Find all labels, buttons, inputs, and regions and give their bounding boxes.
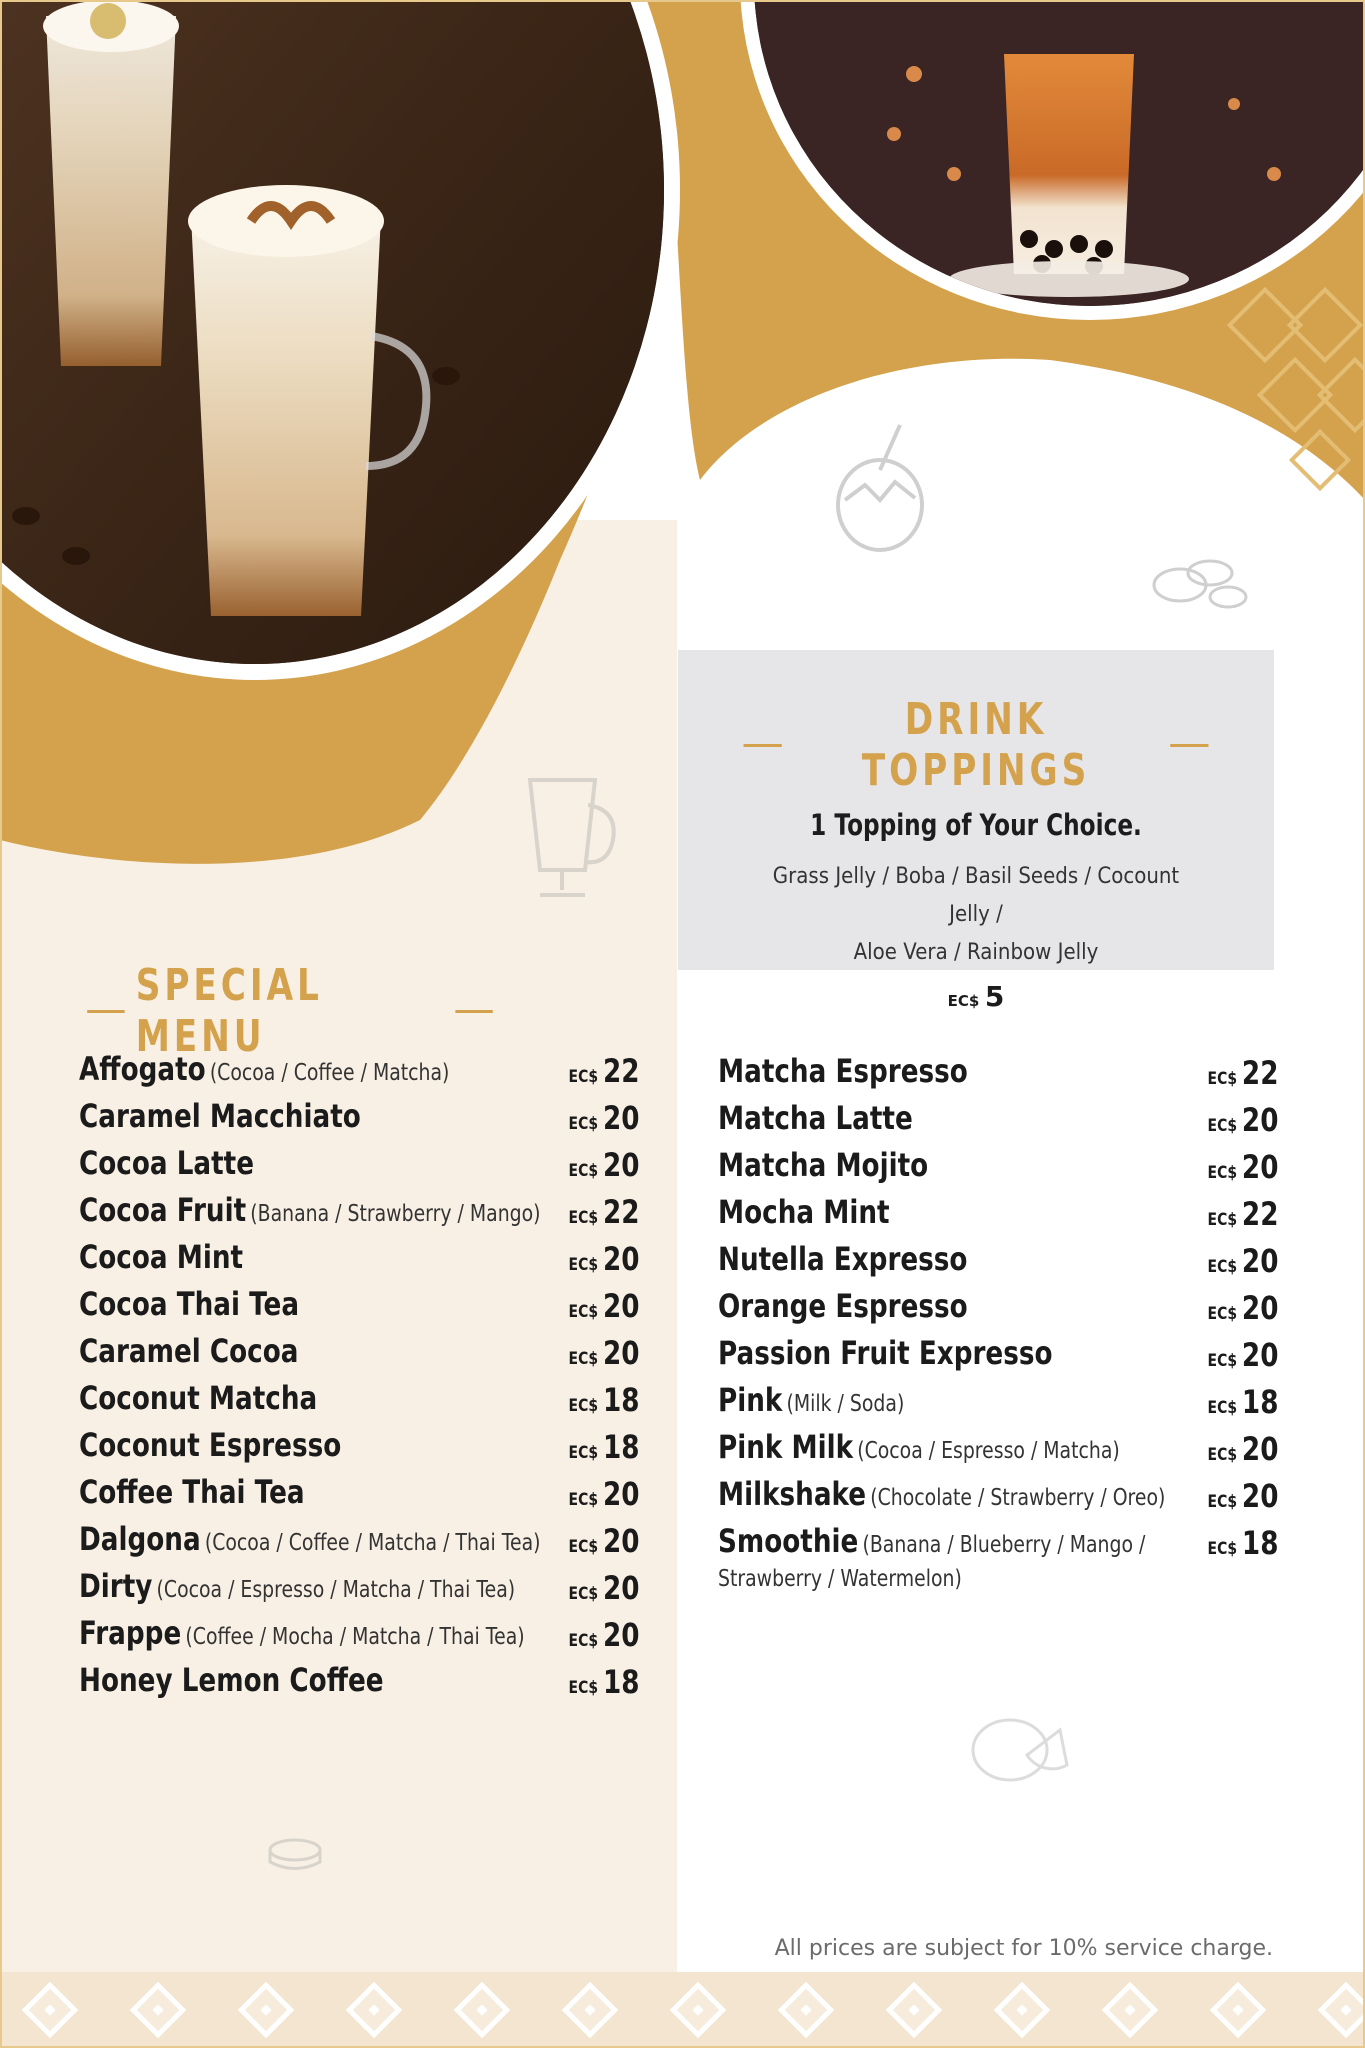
menu-item-name: Cocoa Latte — [79, 1144, 255, 1182]
special-menu-heading — [87, 960, 493, 1062]
price-amount: 20 — [602, 1240, 639, 1278]
menu-item — [718, 1428, 1278, 1475]
coconut-drink-icon — [830, 420, 940, 560]
menu-list-left — [79, 1050, 639, 1708]
price-currency: EC$ — [947, 992, 980, 1010]
menu-item-price — [568, 1522, 639, 1560]
price-currency: EC$ — [1207, 1116, 1237, 1136]
price-currency: EC$ — [1207, 1210, 1237, 1230]
menu-item-line — [718, 1428, 1120, 1466]
menu-item-line — [718, 1240, 967, 1278]
menu-item-name: Milkshake — [718, 1475, 867, 1513]
price-amount: 20 — [602, 1287, 639, 1325]
menu-item-line — [79, 1426, 341, 1464]
price-currency: EC$ — [568, 1349, 598, 1369]
menu-item-options: (Cocoa / Espresso / Matcha / Thai Tea) — [156, 1577, 516, 1603]
toppings-title: DRINK TOPPINGS — [861, 694, 1091, 796]
menu-item-name: Matcha Espresso — [718, 1052, 968, 1090]
toppings-heading — [744, 694, 1209, 796]
menu-item-name: Matcha Mojito — [718, 1146, 929, 1184]
menu-item — [79, 1426, 639, 1473]
menu-item-price — [1207, 1430, 1278, 1468]
menu-item-price — [1207, 1336, 1278, 1374]
menu-item-name: Coffee Thai Tea — [79, 1473, 305, 1511]
menu-item-name: Orange Espresso — [718, 1287, 968, 1325]
menu-item-price — [1207, 1195, 1278, 1233]
menu-item-price — [1207, 1477, 1278, 1515]
menu-item-price — [568, 1475, 639, 1513]
menu-item — [79, 1567, 639, 1614]
menu-item-price — [568, 1240, 639, 1278]
menu-item-price — [1207, 1383, 1278, 1421]
menu-item-name: Pink — [718, 1381, 783, 1419]
price-currency: EC$ — [568, 1067, 598, 1087]
menu-item-options: (Chocolate / Strawberry / Oreo) — [870, 1485, 1166, 1511]
menu-item-price — [568, 1193, 639, 1231]
price-amount: 18 — [602, 1428, 639, 1466]
menu-item — [718, 1475, 1278, 1522]
price-amount: 22 — [1241, 1195, 1278, 1233]
price-amount: 18 — [602, 1663, 639, 1701]
menu-item-name: Cocoa Mint — [79, 1238, 244, 1276]
candy-icon — [265, 1830, 325, 1880]
menu-item — [718, 1334, 1278, 1381]
menu-item-line — [79, 1661, 384, 1699]
price-currency: EC$ — [1207, 1539, 1237, 1559]
menu-item — [79, 1191, 639, 1238]
menu-item-price — [568, 1287, 639, 1325]
price-amount: 20 — [1241, 1242, 1278, 1280]
price-amount: 20 — [1241, 1430, 1278, 1468]
menu-item-line — [718, 1052, 968, 1090]
price-currency: EC$ — [568, 1537, 598, 1557]
price-amount: 18 — [1241, 1524, 1278, 1562]
menu-item — [718, 1052, 1278, 1099]
service-charge-note: All prices are subject for 10% service charge. — [774, 1936, 1273, 1961]
menu-item — [718, 1240, 1278, 1287]
menu-item — [718, 1193, 1278, 1240]
price-currency: EC$ — [568, 1255, 598, 1275]
price-amount: 20 — [602, 1099, 639, 1137]
price-amount: 18 — [1241, 1383, 1278, 1421]
menu-item-price — [1207, 1054, 1278, 1092]
menu-item — [79, 1285, 639, 1332]
title-rule-right — [455, 1010, 493, 1013]
toppings-list-line: Grass Jelly / Boba / Basil Seeds / Cocount Jelly / — [772, 864, 1180, 927]
menu-item — [79, 1097, 639, 1144]
toppings-list — [765, 858, 1188, 972]
menu-item-name: Coconut Matcha — [79, 1379, 318, 1417]
price-currency: EC$ — [1207, 1304, 1237, 1324]
menu-item-line — [79, 1238, 243, 1276]
price-currency: EC$ — [568, 1208, 598, 1228]
price-currency: EC$ — [1207, 1351, 1237, 1371]
menu-item — [79, 1332, 639, 1379]
pebbles-icon — [1150, 555, 1250, 615]
price-currency: EC$ — [1207, 1492, 1237, 1512]
menu-item — [79, 1661, 639, 1708]
toppings-price — [678, 980, 1274, 1013]
price-currency: EC$ — [568, 1584, 598, 1604]
menu-item-name: Frappe — [79, 1614, 182, 1652]
menu-item-price — [568, 1428, 639, 1466]
price-amount: 22 — [1241, 1054, 1278, 1092]
price-currency: EC$ — [568, 1302, 598, 1322]
special-menu-title: SPECIAL MENU — [135, 960, 323, 1062]
menu-item-line — [718, 1287, 968, 1325]
menu-item-line — [79, 1285, 299, 1323]
menu-item-name: Affogato — [79, 1050, 206, 1088]
menu-item-line — [718, 1475, 1165, 1513]
menu-item-name: Mocha Mint — [718, 1193, 890, 1231]
menu-item-line — [718, 1381, 904, 1419]
menu-item-price — [1207, 1148, 1278, 1186]
menu-item-line — [718, 1334, 1052, 1372]
menu-item-line — [79, 1614, 525, 1652]
price-currency: EC$ — [568, 1114, 598, 1134]
menu-item-price — [1207, 1101, 1278, 1139]
price-amount: 20 — [602, 1569, 639, 1607]
price-currency: EC$ — [568, 1396, 598, 1416]
menu-item — [79, 1379, 639, 1426]
menu-item-line — [718, 1522, 1145, 1560]
price-currency: EC$ — [568, 1443, 598, 1463]
menu-item-name: Caramel Macchiato — [79, 1097, 361, 1135]
price-currency: EC$ — [568, 1161, 598, 1181]
menu-item-price — [568, 1569, 639, 1607]
menu-item — [718, 1099, 1278, 1146]
menu-item-price — [1207, 1524, 1278, 1562]
toppings-subtitle: 1 Topping of Your Choice. — [810, 808, 1142, 842]
menu-item-name: Smoothie — [718, 1522, 859, 1560]
menu-item-price — [568, 1099, 639, 1137]
menu-item-line — [79, 1191, 541, 1229]
menu-item-line — [79, 1332, 298, 1370]
menu-item — [79, 1050, 639, 1097]
price-amount: 20 — [1241, 1289, 1278, 1327]
menu-item-line — [79, 1520, 541, 1558]
price-currency: EC$ — [568, 1631, 598, 1651]
price-amount: 22 — [602, 1193, 639, 1231]
menu-item-price — [568, 1052, 639, 1090]
menu-item-name: Coconut Espresso — [79, 1426, 342, 1464]
price-amount: 20 — [1241, 1336, 1278, 1374]
price-currency: EC$ — [568, 1490, 598, 1510]
menu-item-line — [79, 1097, 361, 1135]
menu-item — [79, 1520, 639, 1567]
menu-item-price — [568, 1334, 639, 1372]
menu-item-name: Passion Fruit Expresso — [718, 1334, 1053, 1372]
menu-item-price — [568, 1146, 639, 1184]
menu-item-line — [79, 1379, 317, 1417]
menu-item-options: (Banana / Strawberry / Mango) — [250, 1201, 541, 1227]
price-currency: EC$ — [1207, 1257, 1237, 1277]
menu-item-line — [79, 1567, 515, 1605]
menu-item-name: Dalgona — [79, 1520, 201, 1558]
menu-item — [79, 1144, 639, 1191]
price-amount: 22 — [602, 1052, 639, 1090]
latte-glass-icon — [510, 770, 620, 910]
menu-item-options-continued: Strawberry / Watermelon) — [718, 1566, 962, 1592]
menu-item-options: (Cocoa / Espresso / Matcha) — [857, 1438, 1120, 1464]
menu-item-name: Honey Lemon Coffee — [79, 1661, 384, 1699]
menu-item-name: Cocoa Thai Tea — [79, 1285, 300, 1323]
menu-item-options: (Cocoa / Coffee / Matcha / Thai Tea) — [204, 1530, 541, 1556]
price-currency: EC$ — [1207, 1398, 1237, 1418]
menu-item-name: Matcha Latte — [718, 1099, 913, 1137]
menu-item — [718, 1287, 1278, 1334]
menu-item-name: Dirty — [79, 1567, 153, 1605]
menu-item — [718, 1146, 1278, 1193]
lemon-icon — [965, 1710, 1075, 1790]
menu-item-price — [1207, 1242, 1278, 1280]
menu-item-price — [568, 1616, 639, 1654]
menu-item-options: (Milk / Soda) — [786, 1391, 905, 1417]
price-amount: 20 — [602, 1146, 639, 1184]
menu-list-right — [718, 1052, 1278, 1592]
price-amount: 20 — [602, 1616, 639, 1654]
toppings-list-line: Aloe Vera / Rainbow Jelly — [853, 940, 1099, 965]
menu-item-options: (Cocoa / Coffee / Matcha) — [209, 1060, 450, 1086]
price-amount: 20 — [602, 1334, 639, 1372]
menu-item-name: Nutella Expresso — [718, 1240, 968, 1278]
menu-item-line — [79, 1473, 305, 1511]
menu-item — [79, 1614, 639, 1661]
menu-item-options: (Coffee / Mocha / Matcha / Thai Tea) — [185, 1624, 525, 1650]
menu-item-line — [718, 1099, 913, 1137]
menu-item-line — [718, 1146, 928, 1184]
drink-toppings-box — [678, 650, 1274, 1013]
menu-item-price — [1207, 1289, 1278, 1327]
menu-item-line — [79, 1050, 449, 1088]
menu-item-line — [718, 1193, 890, 1231]
price-amount: 5 — [984, 980, 1005, 1013]
price-currency: EC$ — [1207, 1069, 1237, 1089]
menu-item-name: Caramel Cocoa — [79, 1332, 299, 1370]
title-rule-left — [744, 744, 782, 747]
menu-item — [718, 1522, 1278, 1592]
menu-item — [79, 1238, 639, 1285]
menu-item-name: Pink Milk — [718, 1428, 854, 1466]
price-currency: EC$ — [1207, 1163, 1237, 1183]
menu-item-price — [568, 1381, 639, 1419]
price-currency: EC$ — [568, 1678, 598, 1698]
title-rule-left — [87, 1010, 125, 1013]
menu-item-name: Cocoa Fruit — [79, 1191, 247, 1229]
price-amount: 20 — [1241, 1101, 1278, 1139]
menu-item-line — [79, 1144, 254, 1182]
menu-item-options: (Banana / Blueberry / Mango / — [862, 1532, 1146, 1558]
price-amount: 20 — [1241, 1477, 1278, 1515]
price-amount: 20 — [1241, 1148, 1278, 1186]
price-amount: 18 — [602, 1381, 639, 1419]
menu-item — [718, 1381, 1278, 1428]
title-rule-right — [1170, 744, 1208, 747]
price-amount: 20 — [602, 1522, 639, 1560]
price-amount: 20 — [602, 1475, 639, 1513]
price-currency: EC$ — [1207, 1445, 1237, 1465]
menu-item — [79, 1473, 639, 1520]
menu-item-price — [568, 1663, 639, 1701]
